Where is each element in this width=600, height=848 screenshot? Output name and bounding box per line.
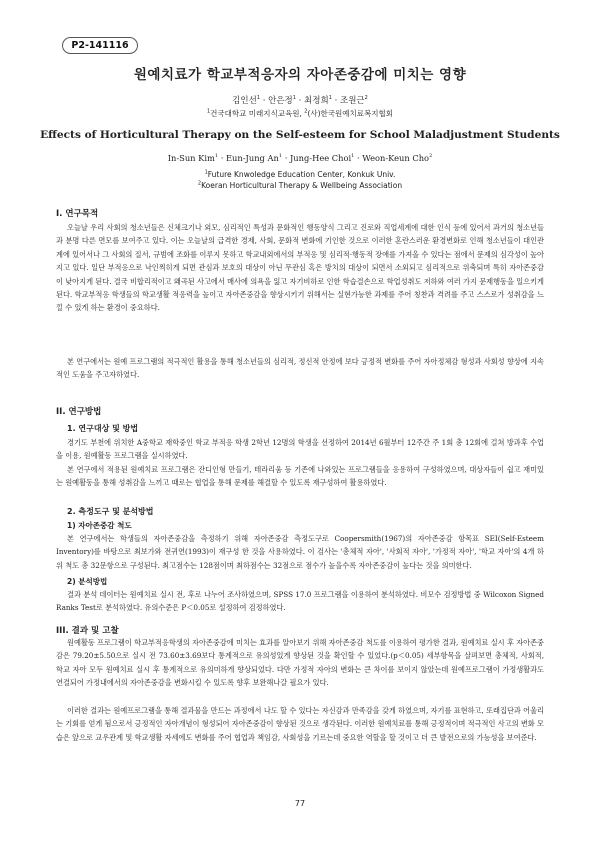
section-heading-results: III. 결과 및 고찰 — [56, 626, 119, 636]
author-name: Jung-Hee Choi — [289, 153, 352, 163]
author-sup: 1 — [278, 153, 283, 160]
body-paragraph: 경기도 부천에 위치한 A중학교 재학중인 학교 부적응 학생 2학년 12명의 학생을 선정하여 2014년 6월부터 12주간 주 1회 총 12회에 걸쳐 방과후 수업을 이용, 원예활동 프로그램을 실시하였다. — [56, 438, 544, 461]
affil-text: 건국대학교 미래지식교육원, — [210, 109, 305, 118]
author-separator: · — [220, 153, 224, 163]
affil-sup: 2 — [304, 108, 308, 115]
abstract-code-badge: P2-141116 — [62, 37, 138, 54]
body-paragraph: 오늘날 우리 사회의 청소년들은 신체크기나 외모, 심리적인 특성과 문화적인 행동양식 그리고 진로와 직업세계에 대한 인식 등에 있어서 과거의 청소년들과 분명 다른 면모를 보여주고 있다. 이는 오늘날의 급격한 경제, 사회, 문화적 변화에 기인한 것으로 이러한 혼란스러운 환경변화로 인해 청소년들이 대인관계에 있어서나 그 사회의 질서, 규범에 조화를 이루지 못하고 학교내외에서의 부적응 및 심리적·행동적 장애를 가져올 수 있다는 점에서 문제의 심각성이 높아지고 있다. 일단 부적응으로 낙인찍히게 되면 관심과 보호의 대상이 아닌 무관심 혹은 방치의 대상이 되면서 소외되고 심리적으로 위축되며 특히 자아존중감이 낮아지게 된다. 결국 비합리적이고 왜곡된 사고에서 매사에 의욕을 잃고 자기비하로 인한 학습결손으로 학업성취도 저하와 여러 가지 문제행동을 일으키게 된다. 학교부적응 학생들의 학교생활 적응력을 높이고 자아존중감을 향상시키기 위해서는 실현가능한 과제를 주어 칭찬과 격려를 주고 스스로가 성취감을 느낄 수 있게 하는 환경이 중요하다. — [56, 223, 544, 313]
body-paragraph: 본 연구에서 적용된 원예치료 프로그램은 잔디인형 만들기, 테라리움 등 기존에 나와있는 프로그램들을 응용하여 구성하였으며, 대상자들이 쉽고 재미있는 원예활동을 통해 성취감을 느끼고 때로는 협업을 통해 문제를 해결할 수 있도록 재구성하여 활용하였다. — [56, 465, 544, 488]
author-name: 김인선 — [232, 96, 257, 106]
author-sup: 2 — [429, 153, 433, 160]
author-name: In-Sun Kim — [167, 153, 215, 163]
affiliations-korean — [40, 108, 560, 119]
author-sup: 1 — [292, 95, 296, 102]
author-sup: 1 — [328, 95, 332, 102]
body-paragraph: 이러한 결과는 원예프로그램을 통해 결과물을 만드는 과정에서 나도 할 수 있다는 자신감과 만족감을 갖게 하였으며, 자기를 표현하고, 또래집단과 어울리는 기회를 얻게 됨으로서 긍정적인 자아개념이 형성되어 자아존중감이 향상된 것으로 생각된다. 이러한 원예치료를 통해 긍정적이며 적극적인 사고의 변화 모습은 앞으로 교우관계 및 학교생활 자세에도 변화를 주어 협업과 책임감, 사회성을 기르는데 중요한 역할을 할 것이고 더 큰 발전으로의 가능성을 보여준다. — [56, 706, 544, 742]
item-heading: 2) 분석방법 — [67, 577, 108, 586]
section-heading-purpose: I. 연구목적 — [56, 209, 99, 219]
affil-text: Future Knwoledge Education Center, Konkuk Univ. — [207, 170, 396, 179]
body-paragraph: 원예활동 프로그램이 학교부적응학생의 자아존중감에 미치는 효과를 알아보기 위해 자아존중감 척도를 이용하여 평가한 결과, 원예치료 실시 후 자아존중감은 79.20±5.50으로 실시 전 73.60±3.69보다 통계적으로 유의성있게 향상된 것을 확인할 수 있었다.(p＜0.05) 세부항목을 살펴보면 총체적, 사회적, 학교 자아 모두 원예치료 실시 후 통계적으로 유의미하게 향상되었다. 다만 가정적 자아의 변화는 큰 차이를 보이지 않았는데 원예프로그램이 가정생활과도 연결되어 가정내에서의 자아존중감을 변화시킬 수 있도록 향후 보완해나갈 필요가 있다. — [56, 638, 544, 688]
author-name: Weon-Keun Cho — [362, 153, 430, 163]
author-separator: · — [262, 96, 266, 106]
author-separator: · — [284, 153, 288, 163]
section-heading-methods: II. 연구방법 — [56, 407, 102, 417]
affil-sup: 1 — [206, 108, 211, 115]
author-name: 최정희 — [304, 96, 329, 106]
author-sup: 1 — [256, 95, 260, 102]
author-sup: 2 — [364, 95, 368, 102]
author-sup: 1 — [214, 153, 219, 160]
affiliation-english-2 — [40, 181, 560, 190]
body-paragraph: 본 연구에서는 학생들의 자아존중감을 측정하기 위해 자아존중감 측정도구로 Coopersmith(1967)의 자아존중감 항목표 SEI(Self-Esteem Inventory)를 바탕으로 최보가와 전귀연(1993)이 재구성 한 것을 사용하였다. 이 검사는 '총체적 자아', '사회적 자아', '가정적 자아', '학교 자아'의 4개 하위 척도 총 32문항으로 구성된다. 최고점수는 128점이며 최하점수는 32점으로 점수가 높을수록 자아존중감이 높다는 것을 의미한다. — [56, 534, 544, 570]
body-paragraph: 결과 분석 데이터는 원예치료 실시 전, 후로 나누어 조사하였으며, SPSS 17.0 프로그램을 이용하여 분석하였다. 비모수 검정방법 중 Wilcoxon Signed Ranks Test로 분석하였다. 유의수준은 P＜0.05로 설정하여 검정하였다. — [56, 590, 544, 613]
body-paragraph: 본 연구에서는 원예 프로그램의 적극적인 활용을 통해 청소년들의 심리적, 정신적 안정에 보다 긍정적 변화를 주어 자아정체감 형성과 사회성 향상에 지속적인 도움을 주고자하였다. — [56, 357, 544, 380]
author-separator: · — [356, 153, 360, 163]
author-separator: · — [298, 96, 302, 106]
author-name: 조원근 — [339, 96, 365, 106]
title-english: Effects of Horticultural Therapy on the Self-esteem for School Maladjustment Students — [40, 129, 560, 141]
author-name: 안은정 — [268, 96, 293, 106]
affil-text: Koeran Horticultural Therapy & Wellbeing Association — [201, 181, 403, 190]
affiliation-english-1 — [40, 170, 560, 179]
affil-sup: 1 — [204, 169, 208, 176]
title-korean: 원예치료가 학교부적응자의 자아존중감에 미치는 영향 — [133, 67, 467, 83]
affil-sup: 2 — [197, 180, 202, 187]
author-separator: · — [334, 96, 338, 106]
author-name: Eun-Jung An — [226, 153, 279, 163]
subsection-heading: 2. 측정도구 및 분석방법 — [67, 507, 154, 516]
authors-korean — [40, 94, 560, 106]
item-heading: 1) 자아존중감 척도 — [67, 521, 132, 530]
authors-english — [40, 153, 560, 163]
affil-text: (사)한국원예치료복지협회 — [307, 109, 393, 118]
subsection-heading: 1. 연구대상 및 방법 — [67, 424, 139, 433]
author-sup: 1 — [351, 153, 355, 160]
page-number: 77 — [294, 799, 306, 808]
